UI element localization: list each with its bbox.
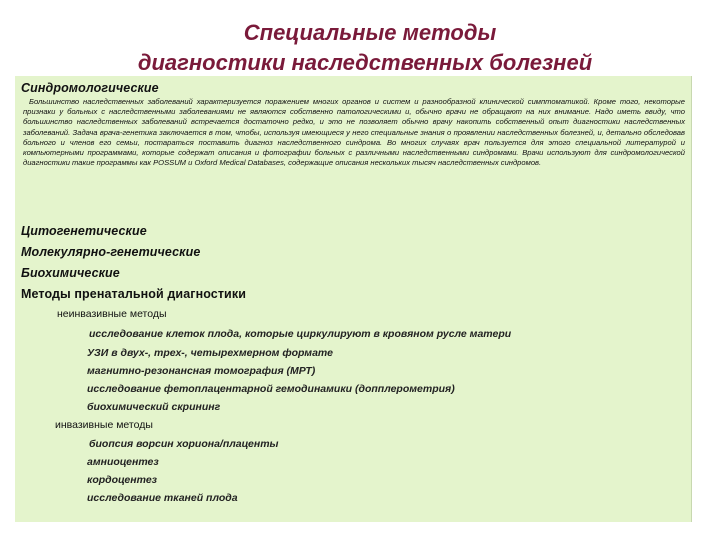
title-line-2: диагностики наследственных болезней bbox=[137, 50, 593, 75]
syndromological-heading: Синдромологические bbox=[21, 81, 159, 95]
molecular-heading: Молекулярно-генетические bbox=[21, 245, 201, 259]
noninvasive-label: неинвазивные методы bbox=[57, 308, 167, 320]
noninvasive-item: УЗИ в двух-, трех-, четырехмерном формате bbox=[87, 347, 333, 359]
content-panel bbox=[15, 76, 692, 522]
title-line-1: Специальные методы bbox=[243, 20, 497, 45]
noninvasive-item: магнитно-резонансная томография (МРТ) bbox=[87, 365, 316, 377]
noninvasive-item: исследование клеток плода, которые циркулируют в кровяном русле матери bbox=[89, 328, 512, 340]
invasive-item: исследование тканей плода bbox=[87, 492, 238, 504]
invasive-item: амниоцентез bbox=[87, 456, 159, 468]
biochemical-heading: Биохимические bbox=[21, 266, 120, 280]
syndromological-paragraph: Большинство наследственных заболеваний характеризуется поражением многих органов и систем и разнообразной клинической симптоматикой. Кроме того, некоторые признаки у больных с наследственными заболеваниями не являются собственно патологическими и, обычно врачи не обращают на них внимание. Надо иметь ввиду, что большинство наследственных заболеваний встречается достаточно редко, и это не позволяет обычно врачу накопить собственный опыт диагностики наследственных заболеваний. Задача врача-генетика заключается в том, чтобы, используя имеющиеся у него специальные знания о проявлении наследственных болезней, и, детально обследовав больного и членов его семьи, постараться поставить диагноз наследственного синдрома. Во многих случаях врач пользуется для этого специальной литературой и компьютерными программами, которые содержат описания и фотографии больных с различными наследственными синдромами. Врачи используют для синдромологической диагностики такие программы как POSSUM и Oxford Medical Databases, содержащие описания нескольких тысяч наследственных синдромов. bbox=[23, 97, 685, 168]
noninvasive-item: исследование фетоплацентарной гемодинамики (допплерометрия) bbox=[87, 383, 455, 395]
invasive-item: кордоцентез bbox=[87, 474, 158, 486]
noninvasive-item: биохимический скрининг bbox=[87, 401, 221, 413]
invasive-item: биопсия ворсин хориона/плаценты bbox=[89, 438, 279, 450]
cytogenetic-heading: Цитогенетические bbox=[21, 224, 147, 238]
invasive-label: инвазивные методы bbox=[55, 419, 153, 431]
slide-title bbox=[0, 18, 720, 78]
prenatal-heading: Методы пренатальной диагностики bbox=[21, 287, 246, 301]
